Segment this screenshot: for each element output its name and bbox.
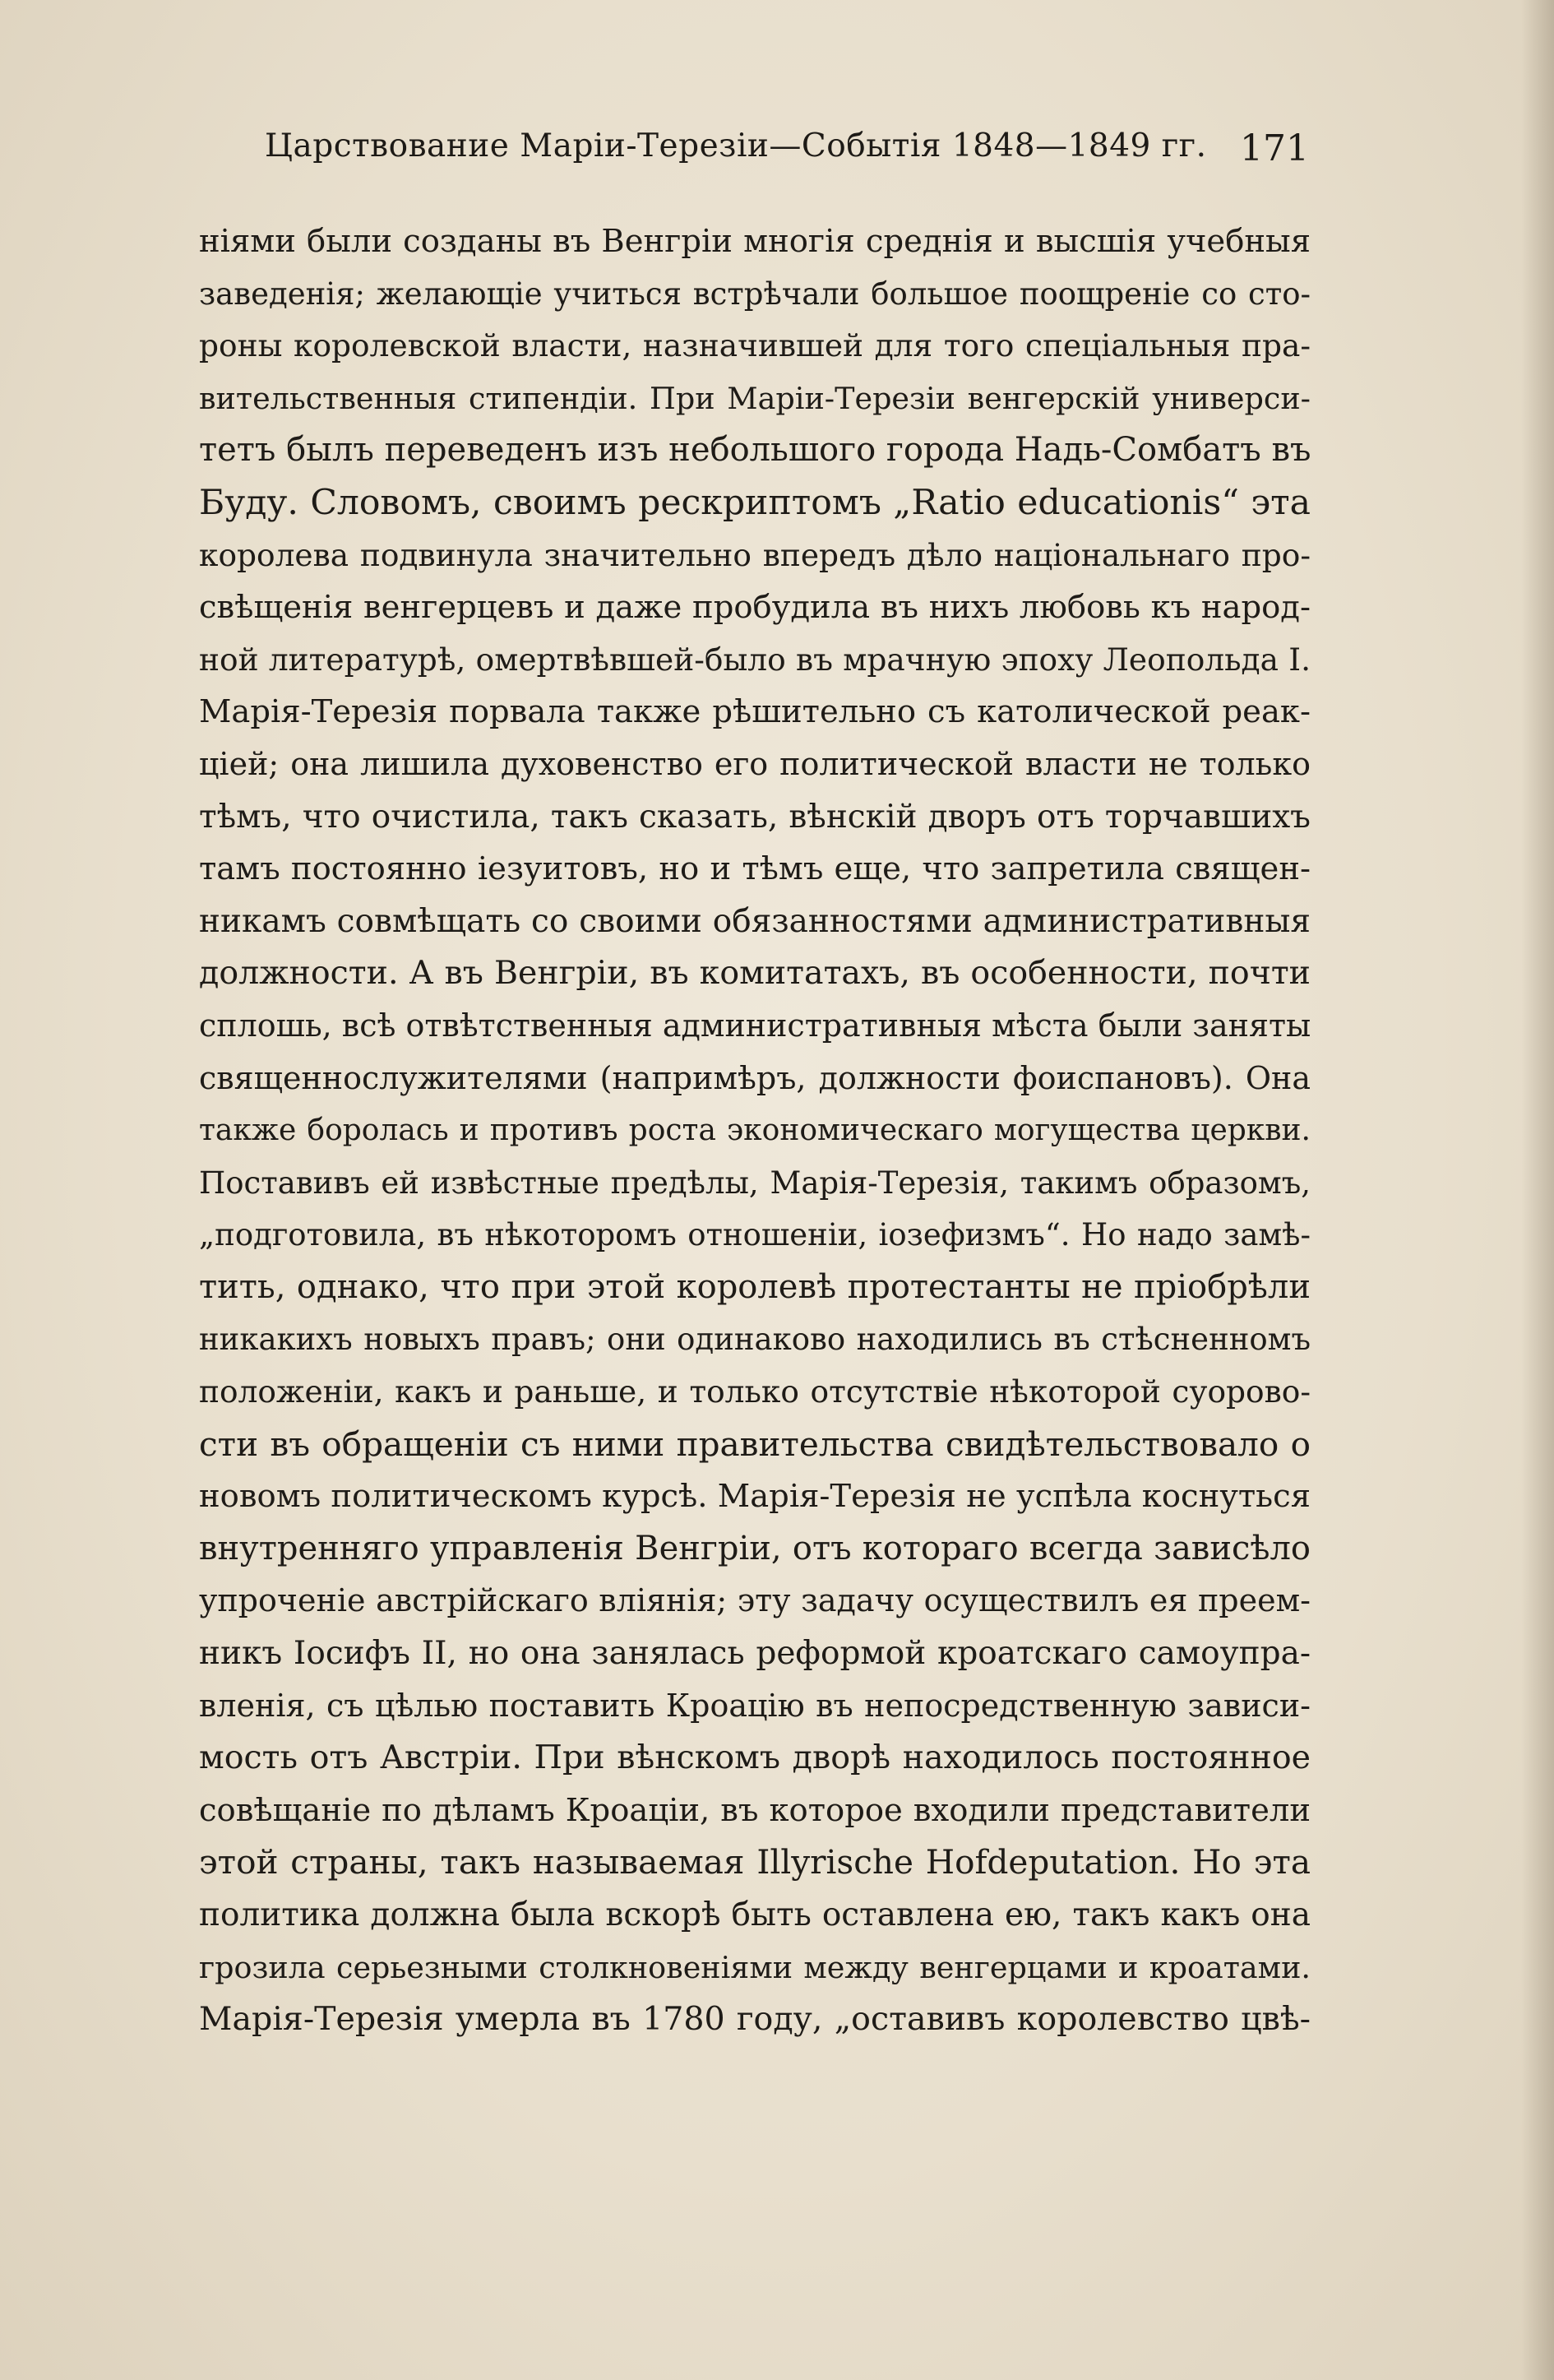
text-line: этой страны, такъ называемая Illyrische Hofdeputation. Но эта [199,1842,1311,1882]
text-line: сти въ обращеніи съ ними правительства свидѣтельствовало о [199,1424,1311,1464]
text-line: священнослужителями (напримѣръ, должности фоиспановъ). Она [199,1059,1311,1096]
text-line: ніями были созданы въ Венгріи многія среднія и высшія учебныя [199,223,1311,260]
text-line: свѣщенія венгерцевъ и даже пробудила въ нихъ любовь къ народ- [199,589,1311,627]
text-line: внутренняго управленія Венгріи, отъ котораго всегда зависѣло [199,1529,1311,1567]
text-line: также боролась и противъ роста экономическаго могущества церкви. [199,1114,1311,1148]
text-line: Марія-Терезія порвала также рѣшительно съ католической реак- [199,693,1311,731]
text-line: тамъ постоянно іезуитовъ, но и тѣмъ еще, что запретила священ- [199,850,1311,888]
text-line: должности. А въ Венгріи, въ комитатахъ, въ особенности, почти [199,954,1311,993]
text-line: политика должна была вскорѣ быть оставлена ею, такъ какъ она [199,1896,1311,1933]
text-line: тить, однако, что при этой королевѣ протестанты не пріобрѣли [199,1267,1311,1306]
text-line: сплошь, всѣ отвѣтственныя административныя мѣста были заняты [199,1007,1311,1044]
text-line: вительственныя стипендіи. При Маріи-Терезіи венгерскій универси- [199,380,1311,416]
text-line: мость отъ Австріи. При вѣнскомъ дворѣ находилось постоянное [199,1739,1311,1777]
text-line: тѣмъ, что очистила, такъ сказать, вѣнскій дворъ отъ торчавшихъ [199,798,1311,836]
page-edge-shadow [1521,0,1554,2380]
text-line: „подготовила, въ нѣкоторомъ отношеніи, іозефизмъ“. Но надо замѣ- [199,1217,1311,1253]
text-line: положеніи, какъ и раньше, и только отсутствіе нѣкоторой суорово- [199,1373,1311,1410]
text-line: заведенія; желающіе учиться встрѣчали большое поощреніе со сто- [199,276,1311,312]
text-line: Марія-Терезія умерла въ 1780 году, „оставивъ королевство цвѣ- [199,2000,1311,2039]
text-line: упроченіе австрійскаго вліянія; эту задачу осуществилъ ея преем- [199,1582,1311,1619]
body-text [199,215,1311,2046]
text-line: грозила серьезными столкновеніями между венгерцами и кроатами. [199,1949,1311,1985]
page-header [265,127,1309,177]
text-line: ціей; она лишила духовенство его политической власти не только [199,745,1311,782]
text-line: роны королевской власти, назначившей для того спеціальныя пра- [199,327,1311,364]
text-line: Буду. Словомъ, своимъ рескриптомъ „Ratio educationis“ эта [199,482,1311,523]
running-head: Царствование Маріи-Терезіи—Событія 1848—1849 гг. [265,127,1207,164]
text-line: Поставивъ ей извѣстные предѣлы, Марія-Терезія, такимъ образомъ, [199,1165,1311,1201]
text-line: никамъ совмѣщать со своими обязанностями административныя [199,902,1311,940]
text-line: ной литературѣ, омертвѣвшей-было въ мрачную эпоху Леопольда I. [199,641,1311,678]
text-line: новомъ политическомъ курсѣ. Марія-Терезія не успѣла коснуться [199,1478,1311,1516]
text-line: никакихъ новыхъ правъ; они одинаково находились въ стѣсненномъ [199,1322,1311,1358]
text-line: совѣщаніе по дѣламъ Кроаціи, въ которое входили представители [199,1791,1311,1829]
text-line: никъ Іосифъ II, но она занялась реформой кроатскаго самоупра- [199,1635,1311,1673]
text-line: королева подвинула значительно впередъ дѣло національнаго про- [199,536,1311,573]
page-number: 171 [1240,127,1309,169]
text-line: вленія, съ цѣлью поставить Кроацію въ непосредственную зависи- [199,1687,1311,1724]
text-line: тетъ былъ переведенъ изъ небольшого города Надь-Сомбатъ въ [199,431,1311,470]
